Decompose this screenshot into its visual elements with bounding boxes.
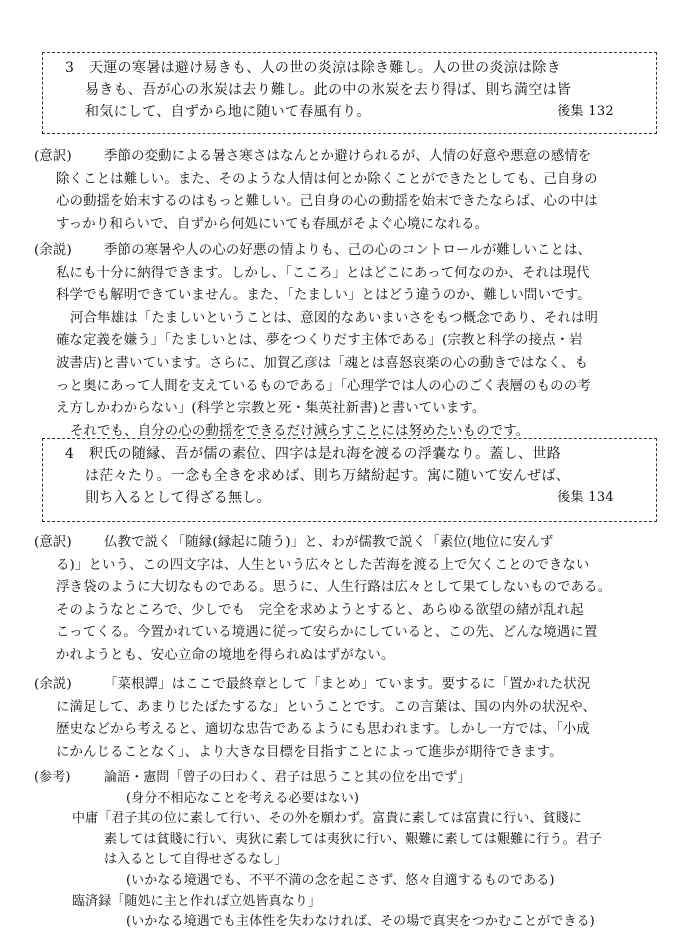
passage-number: 4 [65, 446, 75, 462]
text-line: 浮き袋のように大切なものである。思うに、人生行路は広々として果てしないものである。 [56, 580, 612, 596]
reference-source: 論語・憲問 [104, 770, 170, 785]
text-line: そのようなところで、少しでも 完全を求めようとすると、あらゆる欲望の緒が乱れ起 [56, 602, 584, 618]
reference-note: (いかなる境遇でも、不平不満の念を起こさず、悠々自適するものである) [126, 872, 555, 888]
passage-line: 和気にして、自ずから地に随いて春風有り。 [85, 104, 371, 120]
text-line: 「菜根譚」はここで最終章として「まとめ」ています。要するに「置かれた状況 [104, 677, 591, 692]
section-label: (参考) [34, 770, 71, 785]
passage-4-box [42, 438, 657, 522]
text-line: すっかり和らいで、自ずから何処にいても春風がそよぐ心境になれる。 [56, 216, 489, 232]
text-line: 季節の変動による暑さ寒さはなんとか避けられるが、人情の好意や悪意の感情を [104, 149, 592, 164]
passage-3-box [42, 52, 657, 134]
section-label: (意訳) [34, 149, 72, 164]
text-line: に満足して、あまりじたばたするな」ということです。この言葉は、国の内外の状況や、 [56, 699, 597, 715]
text-line: 歴史などから考えると、適切な忠告であるようにも思われます。しかし一方では、「小成 [56, 722, 590, 738]
text-line: え方しかわからない」(科学と宗教と死・集英社新書)と書いています。 [56, 401, 486, 417]
reference-section [34, 768, 674, 933]
commentary-3 [34, 240, 674, 443]
section-label: (余説) [34, 677, 72, 692]
passage-line: 天運の寒暑は避け易きも、人の世の炎涼は除き難し。人の世の炎涼は除き [89, 60, 561, 76]
commentary-4 [34, 674, 674, 764]
section-label: (余説) [34, 243, 72, 258]
translation-4 [34, 532, 674, 668]
text-line: 科学でも解明できていません。また、「たましい」とはどう違うのか、難しい問いです。 [56, 288, 591, 304]
passage-number: 3 [65, 60, 75, 76]
passage-source: 後集 134 [557, 490, 614, 505]
text-line: こってくる。今置かれている境遇に従って安らかにしていると、この先、どんな境遇に置 [56, 625, 598, 641]
reference-text: 「君子其の位に素して行い、その外を願わず。富貴に素しては富貴に行い、貧賤に [98, 811, 582, 827]
text-line: 河合隼雄は「たましいということは、意図的なあいまいさをもつ概念であり、それは明 [70, 310, 599, 326]
translation-3 [34, 146, 674, 236]
section-label: (意訳) [34, 535, 72, 550]
text-line: 私にも十分に納得できます。しかし、「こころ」とはどこにあって何なのか、それは現代 [56, 265, 590, 281]
text-line: それでも、自分の心の動揺をできるだけ減らすことには努めたいものです。 [70, 423, 530, 439]
text-line: る)」という、この四文字は、人生という広々とした苦海を渡る上で欠くことのできない [56, 557, 590, 573]
passage-source: 後集 132 [557, 104, 614, 119]
text-line: 波書店)と書いています。さらに、加賀乙彦は「魂とは喜怒哀楽の心の動きではなく、も [56, 355, 589, 371]
reference-note: (身分不相応なことを考える必要はない) [126, 790, 360, 806]
text-line: にかんじることなく」、より大きな目標を目指すことによって進歩が期待できます。 [56, 744, 563, 760]
passage-line: 易きも、吾が心の氷炭は去り難し。此の中の氷炭を去り得ば、則ち満空は皆 [85, 82, 572, 98]
text-line: 季節の寒暑や人の心の好悪の情よりも、己の心のコントロールが難しいことは、 [104, 243, 592, 258]
passage-line: 釈氏の随縁、吾が儒の素位、四字は是れ海を渡るの浮嚢なり。蓋し、世路 [89, 446, 561, 462]
text-line: かれようとも、安心立命の境地を得られぬはずがない。 [56, 647, 395, 663]
passage-line: 則ち入るとして得ざる無し。 [85, 490, 271, 506]
reference-note: (いかなる境遇でも主体性を失わなければ、その場で真実をつかむことができる) [126, 914, 595, 930]
reference-text: 「曾子の曰わく、君子は思うこと其の位を出でず」 [169, 770, 471, 785]
reference-text-cont: 素しては貧賤に行い、夷狄に素しては夷狄に行い、艱難に素しては艱難に行う。君子 [104, 831, 602, 847]
passage-line: は茫々たり。一念も全きを求めば、則ち万緒紛起す。寓に随いて安んぜば、 [85, 468, 571, 484]
text-line: っと奥にあって人間を支えているものである」「心理学では人の心のごく表層のものの考 [56, 378, 591, 394]
reference-source: 臨済録 [72, 893, 112, 909]
reference-text: 「随処に主と作れば立処皆真なり」 [111, 893, 321, 909]
text-line: 確な定義を嫌う」「たましいとは、夢をつくりだす主体である」(宗教と科学の接点・岩 [56, 333, 583, 349]
reference-text-cont: は入るとして自得せざるなし」 [104, 852, 288, 868]
text-line: 心の動揺を始末するのはもっと難しい。己自身の心の動揺を始末できたならば、心の中は [56, 194, 598, 210]
text-line: 仏教で説く「随縁(縁起に随う)」と、わが儒教で説く「素位(地位に安んず [104, 535, 554, 550]
text-line: 除くことは難しい。また、そのような人情は何とか除くことができたとしても、己自身の [56, 171, 598, 187]
reference-source: 中庸 [72, 811, 99, 827]
